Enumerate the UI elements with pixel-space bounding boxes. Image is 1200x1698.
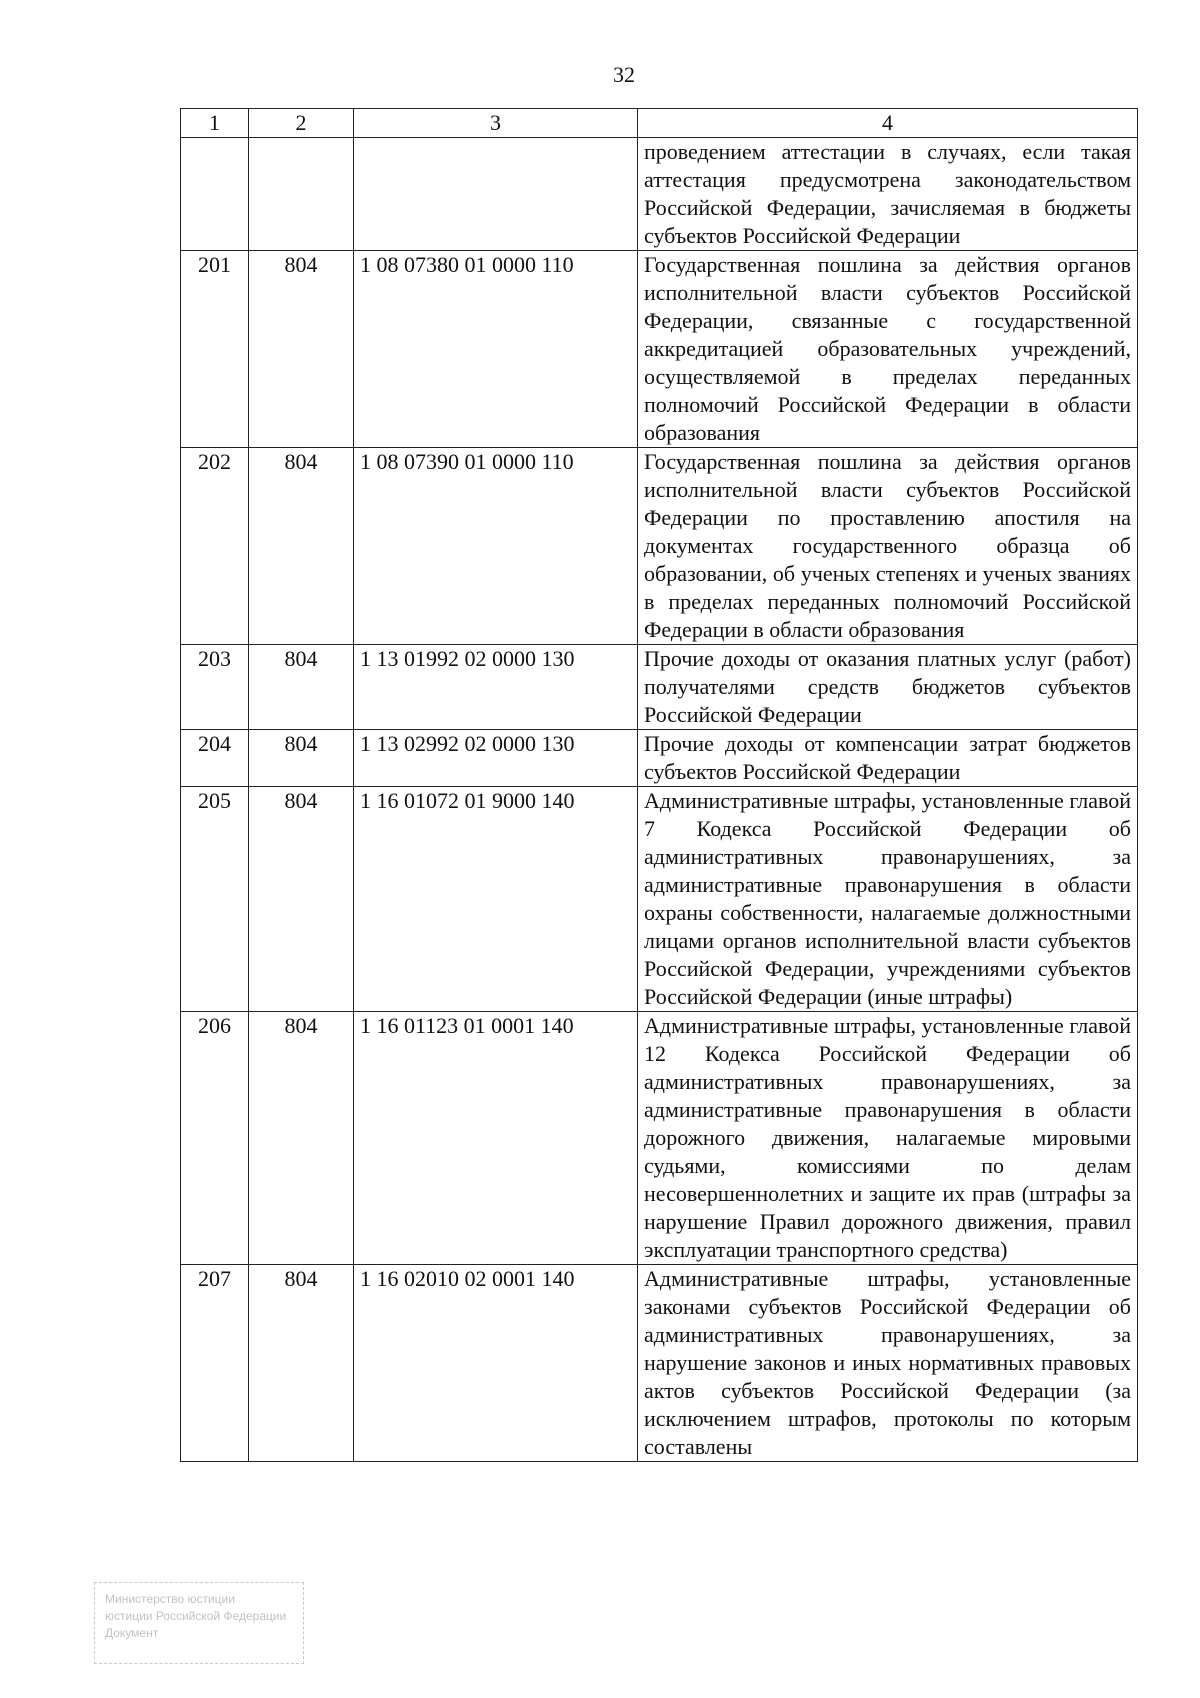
admin-code: 804: [249, 251, 354, 448]
budget-classification-code: 1 16 02010 02 0001 140: [354, 1265, 638, 1462]
budget-classification-code: 1 16 01072 01 9000 140: [354, 787, 638, 1012]
table-row: [181, 251, 1138, 448]
row-number: 207: [181, 1265, 249, 1462]
stamp-line: Министерство юстиции: [105, 1592, 235, 1606]
header-col-4: 4: [638, 109, 1138, 138]
registration-stamp: [94, 1582, 304, 1664]
revenue-description: Административные штрафы, установленные главой 7 Кодекса Российской Федерации об административных правонарушениях, за административные правонарушения в области охраны собственности, налагаемые должностными лицами органов исполнительной власти субъектов Российской Федерации, учреждениями субъектов Российской Федерации (иные штрафы): [638, 787, 1138, 1012]
page-number: 32: [613, 62, 635, 87]
table-row: [181, 448, 1138, 645]
row-number: 205: [181, 787, 249, 1012]
table-row: [181, 1265, 1138, 1462]
header-col-3: 3: [354, 109, 638, 138]
table-row: [181, 138, 1138, 251]
budget-classification-code: 1 08 07390 01 0000 110: [354, 448, 638, 645]
table-row: [181, 1012, 1138, 1265]
row-number: 204: [181, 730, 249, 787]
row-number: 202: [181, 448, 249, 645]
revenue-codes-table: [180, 108, 1138, 1462]
table-header-row: [181, 109, 1138, 138]
revenue-description: Административные штрафы, установленные законами субъектов Российской Федерации об административных правонарушениях, за нарушение законов и иных нормативных правовых актов субъектов Российской Федерации (за исключением штрафов, протоколы по которым составлены: [638, 1265, 1138, 1462]
budget-classification-code: 1 08 07380 01 0000 110: [354, 251, 638, 448]
stamp-line: Документ: [105, 1626, 159, 1640]
row-number: 203: [181, 645, 249, 730]
budget-classification-code: 1 16 01123 01 0001 140: [354, 1012, 638, 1265]
row-number: [181, 138, 249, 251]
revenue-description: Административные штрафы, установленные главой 12 Кодекса Российской Федерации об административных правонарушениях, за административные правонарушения в области дорожного движения, налагаемые мировыми судьями, комиссиями по делам несовершеннолетних и защите их прав (штрафы за нарушение Правил дорожного движения, правил эксплуатации транспортного средства): [638, 1012, 1138, 1265]
table-row: [181, 787, 1138, 1012]
revenue-description: проведением аттестации в случаях, если такая аттестация предусмотрена законодательством Российской Федерации, зачисляемая в бюджеты субъектов Российской Федерации: [638, 138, 1138, 251]
header-col-1: 1: [181, 109, 249, 138]
row-number: 201: [181, 251, 249, 448]
admin-code: 804: [249, 730, 354, 787]
table-row: [181, 645, 1138, 730]
admin-code: [249, 138, 354, 251]
admin-code: 804: [249, 787, 354, 1012]
admin-code: 804: [249, 1012, 354, 1265]
admin-code: 804: [249, 645, 354, 730]
revenue-description: Прочие доходы от оказания платных услуг (работ) получателями средств бюджетов субъектов Российской Федерации: [638, 645, 1138, 730]
revenue-description: Прочие доходы от компенсации затрат бюджетов субъектов Российской Федерации: [638, 730, 1138, 787]
stamp-line: юстиции Российской Федерации: [105, 1609, 287, 1623]
header-col-2: 2: [249, 109, 354, 138]
admin-code: 804: [249, 448, 354, 645]
row-number: 206: [181, 1012, 249, 1265]
budget-classification-code: 1 13 01992 02 0000 130: [354, 645, 638, 730]
budget-classification-code: [354, 138, 638, 251]
revenue-description: Государственная пошлина за действия органов исполнительной власти субъектов Российской Федерации по проставлению апостиля на документах государственного образца об образовании, об ученых степенях и ученых званиях в пределах переданных полномочий Российской Федерации в области образования: [638, 448, 1138, 645]
budget-classification-code: 1 13 02992 02 0000 130: [354, 730, 638, 787]
revenue-description: Государственная пошлина за действия органов исполнительной власти субъектов Российской Федерации, связанные с государственной аккредитацией образовательных учреждений, осуществляемой в пределах переданных полномочий Российской Федерации в области образования: [638, 251, 1138, 448]
table-row: [181, 730, 1138, 787]
admin-code: 804: [249, 1265, 354, 1462]
